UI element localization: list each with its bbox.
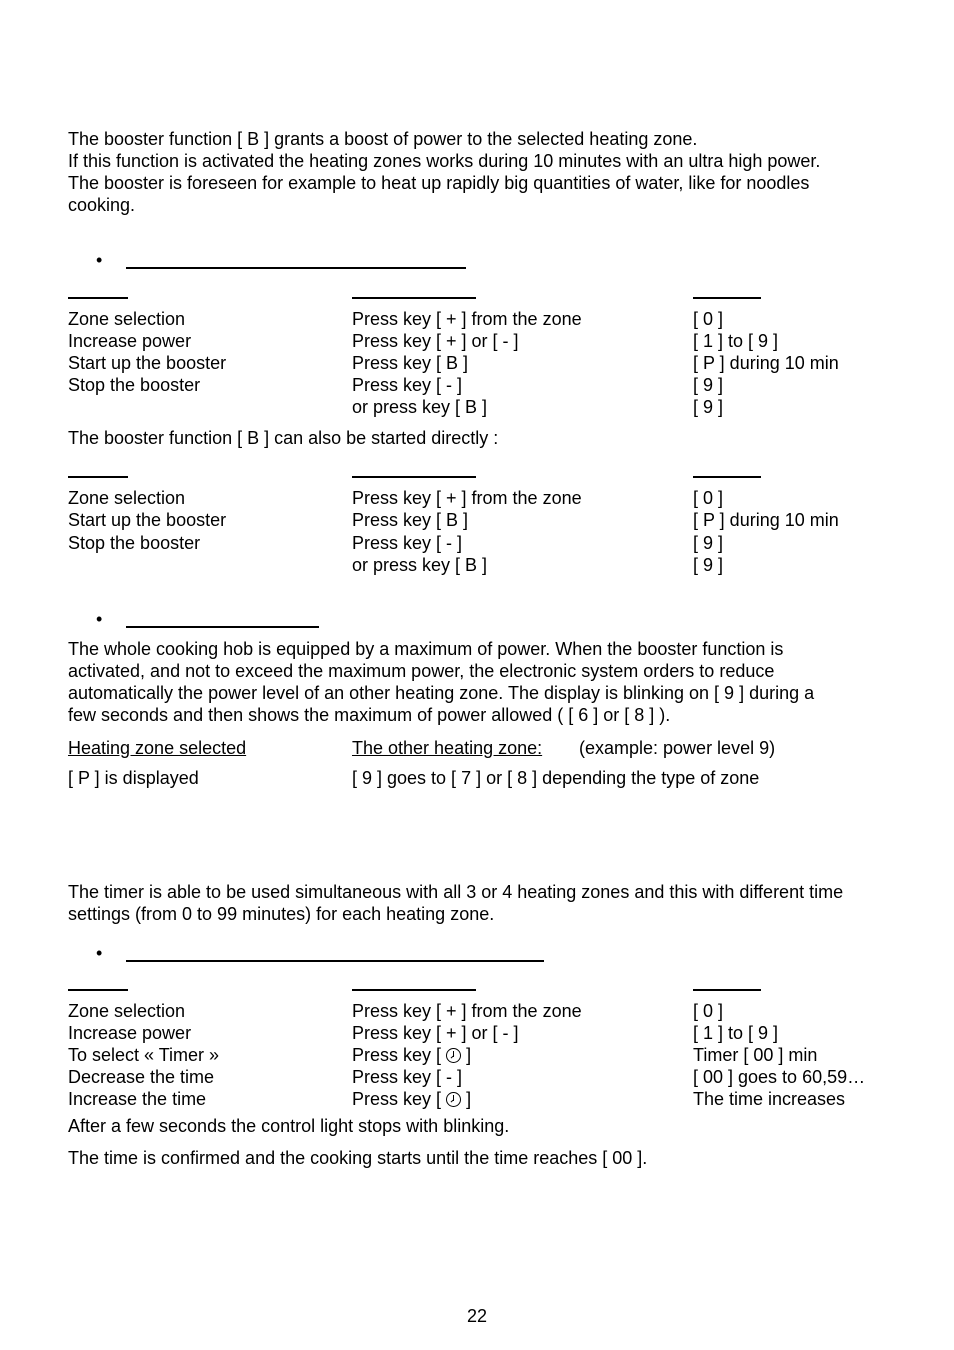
table-cell: Press key [ + ] from the zone — [352, 1001, 582, 1021]
other-zone-header: The other heating zone: — [352, 738, 543, 758]
table-cell: Stop the booster — [68, 533, 201, 553]
table-cell: Timer [ 00 ] min — [693, 1045, 818, 1065]
table-cell: [ 00 ] goes to 60,59… — [693, 1067, 866, 1087]
clock-icon — [446, 1092, 461, 1107]
column-header-rule — [693, 989, 761, 991]
timer-note: The time is confirmed and the cooking starts until the time reaches [ 00 ]. — [68, 1148, 648, 1168]
timer-note: After a few seconds the control light stops with blinking. — [68, 1116, 510, 1136]
table-cell: To select « Timer » — [68, 1045, 220, 1065]
table-cell: Press key [ - ] — [352, 375, 463, 395]
table-cell: Press key [ + ] from the zone — [352, 309, 582, 329]
page-number: 22 — [466, 1306, 488, 1326]
timer-intro-line: settings (from 0 to 99 minutes) for each heating zone. — [68, 904, 495, 924]
table-cell: Press key [ + ] or [ - ] — [352, 1023, 519, 1043]
power-paragraph-line: activated, and not to exceed the maximum power, the electronic system orders to reduce — [68, 661, 775, 681]
section-heading-rule — [126, 267, 466, 269]
table-cell — [352, 1044, 471, 1066]
booster-intro-line: The booster function [ B ] grants a boost of power to the selected heating zone. — [68, 129, 698, 149]
column-header-rule — [68, 989, 128, 991]
booster-intro-line: The booster is foreseen for example to heat up rapidly big quantities of water, like for noodles — [68, 173, 810, 193]
table-cell: Press key [ - ] — [352, 1067, 463, 1087]
table-cell: [ 9 ] goes to [ 7 ] or [ 8 ] depending the type of zone — [352, 768, 760, 788]
table-cell: Press key [ + ] or [ - ] — [352, 331, 519, 351]
table-cell: Press key [ B ] — [352, 510, 469, 530]
table-cell: [ 9 ] — [693, 555, 724, 575]
clock-icon — [446, 1048, 461, 1063]
booster-intro — [68, 128, 908, 216]
table-cell: [ P ] is displayed — [68, 768, 199, 788]
table-cell: Start up the booster — [68, 510, 227, 530]
table-cell: Stop the booster — [68, 375, 201, 395]
timer-intro-line: The timer is able to be used simultaneous with all 3 or 4 heating zones and this with different time — [68, 882, 844, 902]
bullet-dot-icon: • — [96, 943, 103, 963]
table-cell: Zone selection — [68, 1001, 186, 1021]
key-text: ] — [466, 1089, 472, 1109]
table-cell: [ 1 ] to [ 9 ] — [693, 1023, 779, 1043]
timer-intro — [68, 881, 908, 925]
power-paragraph-line: few seconds and then shows the maximum of power allowed ( [ 6 ] or [ 8 ] ). — [68, 705, 671, 725]
key-text: Press key [ — [352, 1045, 442, 1065]
column-header-rule — [352, 989, 476, 991]
power-paragraph-line: automatically the power level of an other heating zone. The display is blinking on [ 9 ] during a — [68, 683, 815, 703]
column-header-rule — [68, 297, 128, 299]
table-cell: [ 9 ] — [693, 533, 724, 553]
table-cell: Zone selection — [68, 309, 186, 329]
table-cell: Increase power — [68, 1023, 192, 1043]
column-header-rule — [352, 297, 476, 299]
table-cell: [ 9 ] — [693, 375, 724, 395]
key-text: ] — [466, 1045, 472, 1065]
table-cell: [ 0 ] — [693, 488, 724, 508]
table-cell: [ 1 ] to [ 9 ] — [693, 331, 779, 351]
direct-start-text: The booster function [ B ] can also be started directly : — [68, 428, 499, 448]
power-paragraph — [68, 638, 908, 726]
power-paragraph-line: The whole cooking hob is equipped by a maximum of power. When the booster function is — [68, 639, 784, 659]
table-cell: Press key [ + ] from the zone — [352, 488, 582, 508]
heating-zone-selected-header: Heating zone selected — [68, 738, 247, 758]
table-cell — [352, 1088, 471, 1110]
table-cell: Increase the time — [68, 1089, 207, 1109]
bullet-dot-icon: • — [96, 609, 103, 629]
booster-intro-line: cooking. — [68, 195, 136, 215]
table-cell: [ P ] during 10 min — [693, 353, 839, 373]
column-header-rule — [352, 476, 476, 478]
bullet-dot-icon: • — [96, 250, 103, 270]
table-cell: [ P ] during 10 min — [693, 510, 839, 530]
table-cell: Press key [ B ] — [352, 353, 469, 373]
column-header-rule — [693, 297, 761, 299]
example-note: (example: power level 9) — [579, 738, 776, 758]
table-cell: or press key [ B ] — [352, 397, 488, 417]
table-cell: [ 0 ] — [693, 309, 724, 329]
booster-intro-line: If this function is activated the heating zones works during 10 minutes with an ultra high power. — [68, 151, 821, 171]
key-text: Press key [ — [352, 1089, 442, 1109]
section-heading-rule — [126, 960, 544, 962]
table-cell: Press key [ - ] — [352, 533, 463, 553]
section-heading-rule — [126, 626, 319, 628]
table-cell: Increase power — [68, 331, 192, 351]
column-header-rule — [693, 476, 761, 478]
table-cell: [ 9 ] — [693, 397, 724, 417]
table-cell: or press key [ B ] — [352, 555, 488, 575]
table-cell: Zone selection — [68, 488, 186, 508]
table-cell: Decrease the time — [68, 1067, 215, 1087]
table-cell: The time increases — [693, 1089, 846, 1109]
table-cell: [ 0 ] — [693, 1001, 724, 1021]
table-cell: Start up the booster — [68, 353, 227, 373]
column-header-rule — [68, 476, 128, 478]
